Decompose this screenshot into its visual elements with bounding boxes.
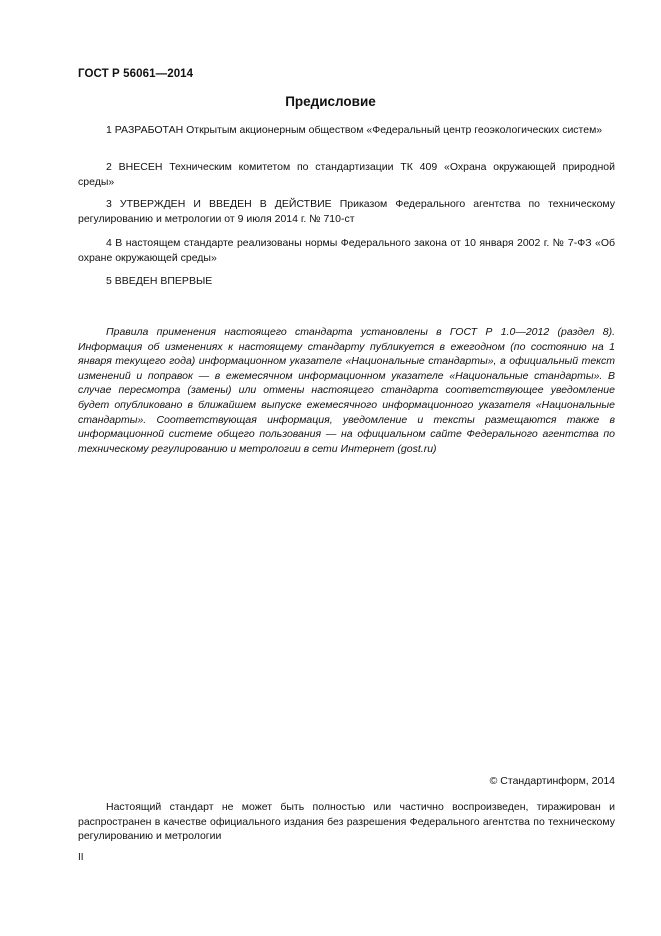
foreword-item-1: 1 РАЗРАБОТАН Открытым акционерным обществом «Федеральный центр геоэкологических систем»	[106, 124, 603, 136]
foreword-item-2: 2 ВНЕСЕН Техническим комитетом по стандартизации ТК 409 «Охрана окружающей природной среды»	[78, 161, 615, 188]
page-title: Предисловие	[285, 94, 376, 109]
copyright: © Стандартинформ, 2014	[489, 775, 615, 787]
foreword-item-5: 5 ВВЕДЕН ВПЕРВЫЕ	[106, 275, 213, 287]
application-rules-notice: Правила применения настоящего стандарта установлены в ГОСТ Р 1.0—2012 (раздел 8). Информация об изменениях к настоящему стандарту публикуется в ежегодном (по состоянию на 1 января текущего года) информационном указателе «Национальные стандарты», а официальный текст изменений и поправок — в ежемесячном информационном указателе «Национальные стандарты». В случае пересмотра (замены) или отмены настоящего стандарта соответствующее уведомление будет опубликовано в ближайшем выпуске ежемесячного информационного указателя «Национальные стандарты». Соответствующая информация, уведомление и тексты размещаются также в информационной системе общего пользования — на официальном сайте Федерального агентства по техническому регулированию и метрологии в сети Интернет (gost.ru)	[78, 326, 615, 455]
foreword-item-3: 3 УТВЕРЖДЕН И ВВЕДЕН В ДЕЙСТВИЕ Приказом Федерального агентства по техническому регулированию и метрологии от 9 июля 2014 г. № 710-ст	[78, 198, 615, 225]
reproduction-notice: Настоящий стандарт не может быть полностью или частично воспроизведен, тиражирован и распространен в качестве официального издания без разрешения Федерального агентства по техническому регулированию и метрологии	[78, 801, 615, 843]
foreword-item-4: 4 В настоящем стандарте реализованы нормы Федерального закона от 10 января 2002 г. № 7-ФЗ «Об охране окружающей среды»	[78, 237, 615, 264]
page-number: II	[78, 852, 84, 863]
document-code: ГОСТ Р 56061—2014	[78, 68, 194, 80]
